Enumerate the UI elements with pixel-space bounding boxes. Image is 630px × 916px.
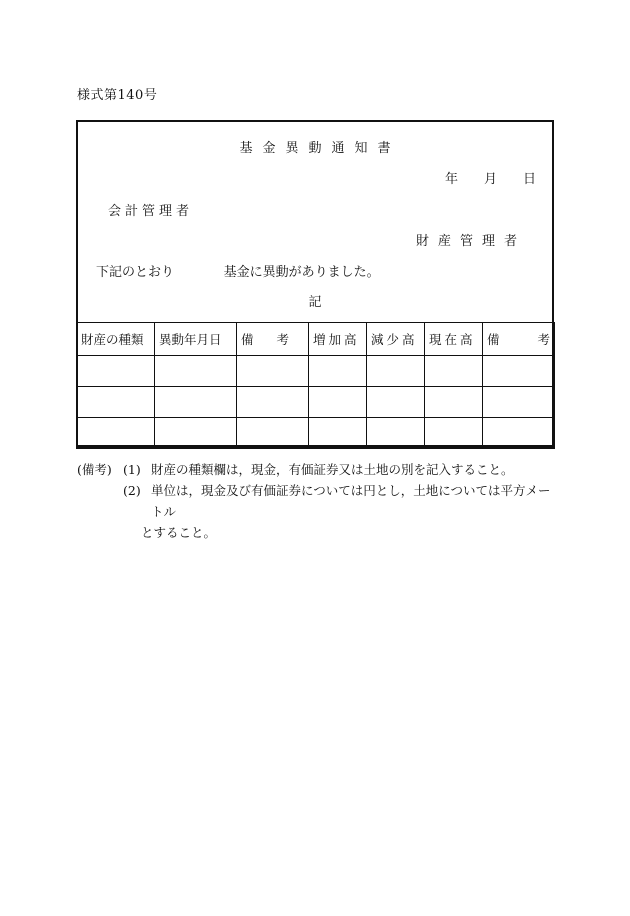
notice-suffix: 基金に異動がありました。 bbox=[223, 265, 380, 280]
form-number: 様式第140号 bbox=[77, 88, 158, 103]
table-cell[interactable] bbox=[155, 387, 237, 418]
table-row bbox=[77, 356, 555, 387]
table-cell[interactable] bbox=[483, 356, 555, 387]
table-cell[interactable] bbox=[425, 356, 483, 387]
remarks-notes bbox=[77, 459, 557, 543]
form-title: 基金異動通知書 bbox=[239, 141, 401, 156]
addressee: 会計管理者 bbox=[108, 204, 194, 219]
table-cell[interactable] bbox=[155, 356, 237, 387]
header-change-date: 異動年月日 bbox=[155, 323, 237, 356]
date-day: 日 bbox=[522, 172, 536, 187]
date-year: 年 bbox=[444, 172, 458, 187]
header-increase: 増加高 bbox=[309, 323, 367, 356]
table-cell[interactable] bbox=[77, 418, 155, 449]
notes-label: (備考) bbox=[77, 462, 112, 477]
header-remarks-1: 備 考 bbox=[237, 323, 309, 356]
date-month: 月 bbox=[483, 172, 497, 187]
table-cell[interactable] bbox=[155, 418, 237, 449]
asset-change-table bbox=[76, 322, 555, 449]
date-line bbox=[445, 168, 536, 187]
header-asset-type: 財産の種類 bbox=[77, 323, 155, 356]
note-text: 単位は，現金及び有価証券については円とし，土地については平方メートル bbox=[151, 483, 551, 519]
table-cell[interactable] bbox=[367, 387, 425, 418]
notice-text bbox=[96, 261, 380, 280]
sender: 財産管理者 bbox=[415, 234, 526, 249]
table-cell[interactable] bbox=[77, 356, 155, 387]
note-number: (1) bbox=[123, 462, 141, 477]
table-cell[interactable] bbox=[309, 356, 367, 387]
table-cell[interactable] bbox=[77, 387, 155, 418]
header-decrease: 減少高 bbox=[367, 323, 425, 356]
table-header-row bbox=[77, 323, 555, 356]
header-remarks-2: 備 考 bbox=[483, 323, 555, 356]
table-row bbox=[77, 418, 555, 449]
table-cell[interactable] bbox=[425, 418, 483, 449]
note-number: (2) bbox=[123, 483, 141, 498]
table-row bbox=[77, 387, 555, 418]
table-cell[interactable] bbox=[367, 356, 425, 387]
table-cell[interactable] bbox=[309, 418, 367, 449]
table-cell[interactable] bbox=[309, 387, 367, 418]
notice-form bbox=[76, 120, 554, 448]
table-cell[interactable] bbox=[367, 418, 425, 449]
table-cell[interactable] bbox=[483, 387, 555, 418]
header-current: 現在高 bbox=[425, 323, 483, 356]
table-cell[interactable] bbox=[237, 356, 309, 387]
table-cell[interactable] bbox=[237, 418, 309, 449]
note-text: 財産の種類欄は，現金，有価証券又は土地の別を記入すること。 bbox=[151, 462, 514, 477]
note-item-2 bbox=[77, 480, 557, 522]
note-item-1 bbox=[77, 459, 557, 480]
note-continuation: とすること。 bbox=[141, 525, 217, 540]
notice-prefix: 下記のとおり bbox=[96, 265, 175, 280]
ki-mark: 記 bbox=[308, 295, 322, 310]
table-cell[interactable] bbox=[237, 387, 309, 418]
table-cell[interactable] bbox=[425, 387, 483, 418]
table-cell[interactable] bbox=[483, 418, 555, 449]
